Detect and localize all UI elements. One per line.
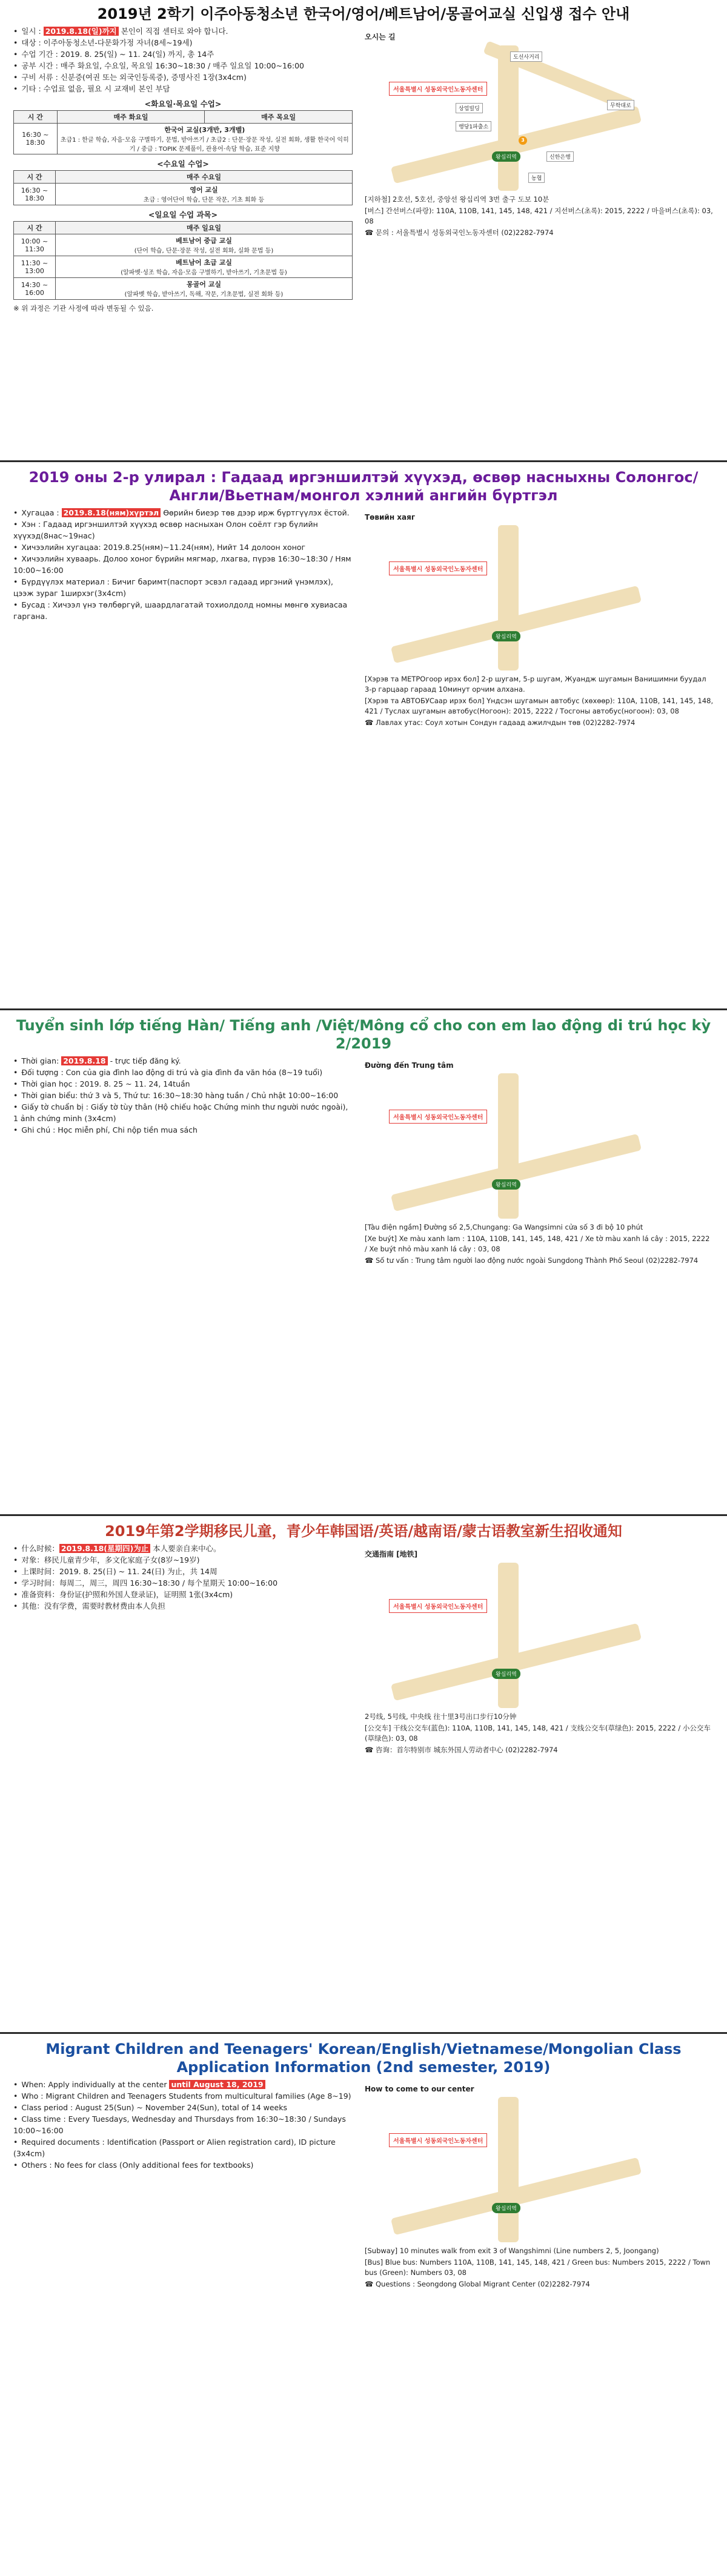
location-column <box>365 2079 714 2291</box>
info-list <box>13 2079 353 2171</box>
route-info: [Хэрэв та МЕТРОгоор ирэх бол] 2-р шугам, 5-р шугам, Жуандж шугамын Ванишимни буудал 3-р гарцаар гараад 10минут орчим алхана. [Хэрэв та АВТОБУСаар ирэх бол] Үндсэн шугамын автобус (хөхөөр): 110A, 110B, 141, 145, 148, 421 / Туслах шугамын автобус(Ногоон): 2015, 2222 / Тосгоны автобус(ногоон): 03, 08 ☎ Лавлах утас: Соул хотын Сондун гадаад ажилчдын төв (02)2282-7974 <box>365 675 714 727</box>
location-map <box>389 1073 643 1219</box>
section-korean <box>0 0 727 460</box>
info-item: • When: Apply individually at the center until August 18, 2019 <box>13 2079 353 2090</box>
schedule-table: 시 간 매주 일요일 10:00 ~ 11:30 베트남어 중급 교실 (단어 학습, 단문·장문 작성, 실전 회화, 실화 문법 등) 11:30 ~ 13:00 베트남어 초급 교실 (알파벳·성조 학습, 자음·모음 구별하기, 받아쓰기, 기초문법 등) 14:30 ~ 16:00 몽골어 교실 (알파벳 학습, 받아쓰기, 독해, 작문, 기초문법, 실전 회화 등) <box>13 221 353 300</box>
table-caption: <일요일 수업 과목> <box>148 210 218 219</box>
info-item: • 什么时候： 2019.8.18(星期四)为止 本人要亲自来中心。 <box>13 1543 353 1554</box>
contact: ☎ Questions : Seongdong Global Migrant Center (02)2282-7974 <box>365 2280 590 2288</box>
section-chinese <box>0 1517 727 2032</box>
info-item: • Thời gian: 2019.8.18 - trực tiếp đăng ký. <box>13 1055 353 1067</box>
map-heading: 交通指南 [地铁] <box>365 1550 418 1558</box>
contact: ☎ 咨询：首尔特别市 城东外国人劳动者中心 (02)2282-7974 <box>365 1746 558 1754</box>
info-item: • 대상 : 이주아동청소년-다문화가정 자녀(8세~19세) <box>13 37 353 48</box>
section-divider <box>0 2032 727 2034</box>
contact: ☎ Лавлах утас: Соул хотын Сондун гадаад ажилчдын төв (02)2282-7974 <box>365 718 636 727</box>
info-item: • Хичээлийн хугацаа: 2019.8.25(ням)~11.24(ням), Нийт 14 долоон хоног <box>13 541 353 553</box>
info-item: • 공부 시간 : 매주 화요일, 수요일, 목요일 16:30~18:30 / 매주 일요일 10:00~16:00 <box>13 60 353 71</box>
info-item: • 对象：移民儿童青少年，多文化家庭子女(8岁~19岁) <box>13 1554 353 1566</box>
map-heading: How to come to our center <box>365 2085 474 2093</box>
info-item: • Who : Migrant Children and Teenagers Students from multicultural families (Age 8~19) <box>13 2090 353 2102</box>
exit-marker: 3 <box>519 136 527 145</box>
map-landmark: 무학대로 <box>607 100 634 110</box>
note: ※ 위 과정은 기관 사정에 따라 변동될 수 있음. <box>13 304 154 313</box>
location-map <box>389 45 643 191</box>
info-column <box>13 1055 353 1267</box>
section-title: Migrant Children and Teenagers' Korean/English/Vietnamese/Mongolian Class Application Information (2nd semester, 2019) <box>45 2041 682 2076</box>
center-marker: 서울특별시 성동외국인노동자센터 <box>389 561 487 575</box>
center-marker: 서울특별시 성동외국인노동자센터 <box>389 1110 487 1124</box>
table-row: 16:30 ~ 18:30 한국어 교실(3개반, 3개벨) 초급1 : 한글 학습, 자음·모음 구별하기, 문법, 받아쓰기 / 초급2 : 단문·장문 작성, 실전 회화, 생활 한국어 익히기 / 중급 : TOPIK 문제풀이, 관용어·속담 학습, 표준 지향 <box>14 124 353 154</box>
info-item: • Thời gian học : 2019. 8. 25 ~ 11. 24, 14tuần <box>13 1078 353 1090</box>
section-divider <box>0 460 727 462</box>
route-info: [지하철] 2호선, 5호선, 중앙선 왕십리역 3번 출구 도보 10분 [버스] 간선버스(파랑): 110A, 110B, 141, 145, 148, 421 / 지선버스(초록): 2015, 2222 / 마을버스(초록): 03, 08 ☎ 문의 : 서울특별시 성동외국인노동자센터 (02)2282-7974 <box>365 195 713 237</box>
location-column <box>365 25 714 313</box>
section-english <box>0 2035 727 2574</box>
contact: ☎ 문의 : 서울특별시 성동외국인노동자센터 (02)2282-7974 <box>365 228 554 237</box>
info-list <box>13 25 353 94</box>
center-marker: 서울특별시 성동외국인노동자센터 <box>389 82 487 96</box>
section-title: 2019 оны 2-р улирал : Гадаад иргэншилтэй хүүхэд, өсвөр насныхны Солонгос/Англи/Вьетнам/монгол хэлний ангийн бүртгэл <box>28 469 699 504</box>
info-item: • Thời gian biểu: thứ 3 và 5, Thứ tư: 16:30~18:30 hàng tuần / Chủ nhật 10:00~16:00 <box>13 1090 353 1101</box>
station-marker: 왕십리역 <box>492 631 520 641</box>
station-marker: 왕십리역 <box>492 2203 520 2213</box>
info-item: • 上课时间：2019. 8. 25(日) ~ 11. 24(日) 为止，共 14周 <box>13 1566 353 1577</box>
info-item: • 学习时间：每周二，周三，周四 16:30~18:30 / 每个星期天 10:00~16:00 <box>13 1577 353 1589</box>
info-item: • Giấy tờ chuẩn bị : Giấy tờ tùy thân (Hộ chiếu hoặc Chứng minh thư người nước ngoài), 1 ảnh chứng minh (3x4cm) <box>13 1101 353 1124</box>
info-item: • Class time : Every Tuesdays, Wednesday and Thursdays from 16:30~18:30 / Sundays 10:00~16:00 <box>13 2113 353 2136</box>
map-heading: Đường đến Trung tâm <box>365 1061 454 1070</box>
station-marker: 왕십리역 <box>492 1669 520 1679</box>
route-info: [Tàu điện ngầm] Đường số 2,5,Chungang: Ga Wangsimni cửa số 3 đi bộ 10 phút [Xe buýt] Xe màu xanh lam : 110A, 110B, 141, 145, 148, 421 / Xe tờ màu xanh lá cây : 2015, 2222 / Xe buýt nhỏ màu xanh lá cây : 03, 08 ☎ Số tư vấn : Trung tâm người lao động nước ngoài Sungdong Thành Phố Seoul (02)2282-7974 <box>365 1222 714 1266</box>
info-item: • Хичээлийн хуваарь. Долоо хоног бүрийн мягмар, лхагва, пүрэв 16:30~18:30 / Ням 10:00~16:00 <box>13 553 353 576</box>
info-item: • Ghi chú : Học miễn phí, Chi nộp tiền mua sách <box>13 1124 353 1136</box>
info-item: • Хугацаа : 2019.8.18(ням)хүртэл Өөрийн биеэр төв дээр ирж бүртгүүлэх ёстой. <box>13 507 353 518</box>
section-title: 2019년 2학기 이주아동청소년 한국어/영어/베트남어/몽골어교실 신입생 접수 안내 <box>97 5 630 22</box>
info-item: • Đối tượng : Con của gia đình lao động di trú và gia đình đa văn hóa (8~19 tuổi) <box>13 1067 353 1078</box>
info-list <box>13 507 353 622</box>
info-item: • 准备资料：身份证(护照和外国人登录证)，证明照 1张(3x4cm) <box>13 1589 353 1600</box>
location-column <box>365 1543 714 1757</box>
station-marker: 왕십리역 <box>492 1179 520 1190</box>
center-marker: 서울특별시 성동외국인노동자센터 <box>389 1599 487 1613</box>
info-item: • Class period : August 25(Sun) ~ November 24(Sun), total of 14 weeks <box>13 2102 353 2113</box>
info-column <box>13 1543 353 1757</box>
map-landmark: 신한은행 <box>546 151 574 162</box>
info-item: • 수업 기간 : 2019. 8. 25(일) ~ 11. 24(일) 까지, 총 14주 <box>13 48 353 60</box>
table-row: 16:30 ~ 18:30 영어 교실 초급 : 영어단어 학습, 단문 작문, 기초 회화 등 <box>14 184 353 205</box>
info-item: • Бусад : Хичээл үнэ төлбөргүй, шаардлагатай тохиолдолд номны мөнгө хувиасаа гаргана. <box>13 599 353 622</box>
contact: ☎ Số tư vấn : Trung tâm người lao động nước ngoài Sungdong Thành Phố Seoul (02)2282-7974 <box>365 1256 699 1265</box>
map-landmark: 도선사거리 <box>510 51 542 62</box>
map-landmark: 상업빌딩 <box>456 103 483 113</box>
info-item: • 구비 서류 : 신분증(여권 또는 외국인등록증), 증명사진 1장(3x4cm) <box>13 71 353 83</box>
location-map <box>389 2097 643 2242</box>
section-title: 2019年第2学期移民儿童，青少年韩国语/英语/越南语/蒙古语教室新生招收通知 <box>105 1523 622 1540</box>
section-mongolian <box>0 463 727 1008</box>
location-column <box>365 1055 714 1267</box>
info-column <box>13 2079 353 2291</box>
info-item: • Хэн : Гадаад иргэншилтэй хүүхэд өсвөр насныхан Олон соёлт гэр бүлийн хүүхэд(8нас~19нас) <box>13 518 353 541</box>
map-heading: 오시는 길 <box>365 33 396 41</box>
station-marker: 왕십리역 <box>492 151 520 162</box>
center-marker: 서울특별시 성동외국인노동자센터 <box>389 2133 487 2147</box>
info-item: • Бүрдүүлэх материал : Бичиг баримт(паспорт эсвэл гадаад иргэний үнэмлэх), цээж зураг 1ширхэг(3x4cm) <box>13 576 353 599</box>
info-item: • 기타 : 수업료 없음, 필요 시 교재비 본인 부담 <box>13 83 353 94</box>
table-row: 11:30 ~ 13:00 베트남어 초급 교실 (알파벳·성조 학습, 자음·모음 구별하기, 받아쓰기, 기초문법 등) <box>14 256 353 278</box>
route-info: [Subway] 10 minutes walk from exit 3 of Wangshimni (Line numbers 2, 5, Joongang) [Bus] Blue bus: Numbers 110A, 110B, 141, 145, 148, 421 / Green bus: Numbers 2015, 2222 / Town bus (Green): Numbers 03, 08 ☎ Questions : Seongdong Global Migrant Center (02)2282-7974 <box>365 2246 714 2290</box>
section-vietnamese <box>0 1012 727 1514</box>
map-heading: Төвийн хаяг <box>365 513 416 521</box>
location-map <box>389 1563 643 1708</box>
schedule-table: 시 간 매주 화요일 매주 목요일 16:30 ~ 18:30 한국어 교실(3개반, 3개벨) 초급1 : 한글 학습, 자음·모음 구별하기, 문법, 받아쓰기 / 초급2 : 단문·장문 작성, 실전 회화, 생활 한국어 익히기 / 중급 : TOPIK 문제풀이, 관용어·속담 학습, 표준 지향 <box>13 110 353 154</box>
route-info: 2号线, 5号线, 中央线 往十里3号出口步行10分钟 [公交车] 干线公交车(蓝色): 110A, 110B, 141, 145, 148, 421 / 支线公交车(草绿色): 2015, 2222 / 小公交车(草绿色): 03, 08 ☎ 咨询：首尔特别市 城东外国人劳动者中心 (02)2282-7974 <box>365 1712 714 1755</box>
location-column <box>365 507 714 729</box>
info-item: • Required documents : Identification (Passport or Alien registration card), ID picture (3x4cm) <box>13 2136 353 2159</box>
map-landmark: 행당1파출소 <box>456 121 491 131</box>
info-list <box>13 1543 353 1612</box>
table-caption: <수요일 수업> <box>157 159 209 168</box>
section-divider <box>0 1514 727 1516</box>
info-column <box>13 25 353 313</box>
table-row: 14:30 ~ 16:00 몽골어 교실 (알파벳 학습, 받아쓰기, 독해, 작문, 기초문법, 실전 회화 등) <box>14 278 353 300</box>
map-landmark: 농협 <box>528 173 545 183</box>
location-map <box>389 525 643 670</box>
info-column <box>13 507 353 729</box>
info-item: • Others : No fees for class (Only additional fees for textbooks) <box>13 2159 353 2171</box>
table-row: 10:00 ~ 11:30 베트남어 중급 교실 (단어 학습, 단문·장문 작성, 실전 회화, 실화 문법 등) <box>14 234 353 256</box>
table-caption: <화요일·목요일 수업> <box>144 99 222 108</box>
schedule-table: 시 간 매주 수요일 16:30 ~ 18:30 영어 교실 초급 : 영어단어 학습, 단문 작문, 기초 회화 등 <box>13 170 353 205</box>
section-title: Tuyển sinh lớp tiếng Hàn/ Tiếng anh /Việt/Mông cổ cho con em lao động di trú học kỳ 2/2019 <box>16 1017 711 1052</box>
info-item: • 其他：没有学费，需要时教材费由本人负担 <box>13 1600 353 1612</box>
section-divider <box>0 1008 727 1010</box>
info-list <box>13 1055 353 1136</box>
info-item: • 일시 : 2019.8.18(일)까지 본인이 직접 센터로 와야 합니다. <box>13 25 353 37</box>
